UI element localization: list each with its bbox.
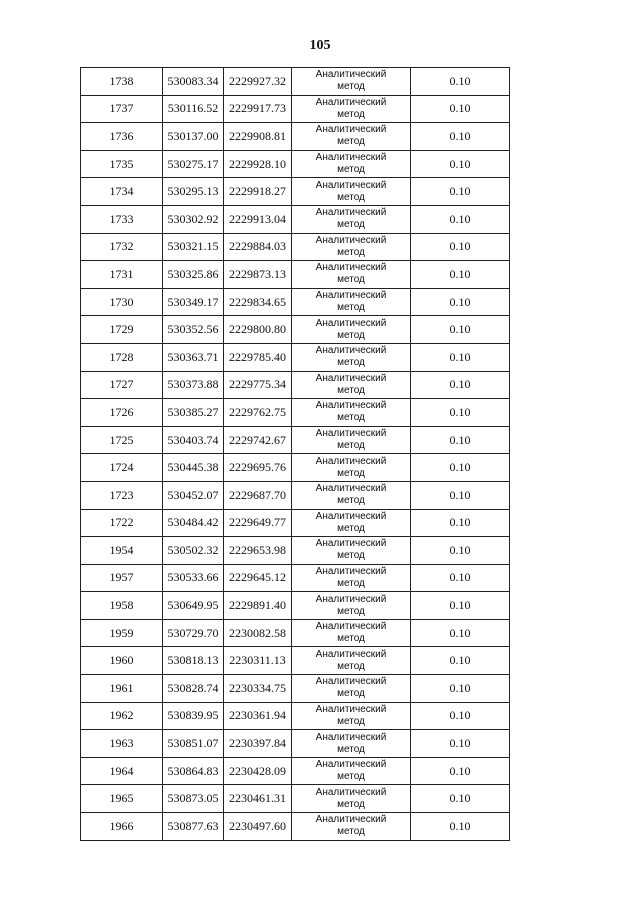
y-coordinate-cell: 2229834.65 [224, 288, 292, 316]
accuracy-cell: 0.10 [411, 261, 510, 289]
x-coordinate-cell: 530083.34 [163, 68, 224, 96]
accuracy-cell: 0.10 [411, 68, 510, 96]
y-coordinate-cell: 2229762.75 [224, 399, 292, 427]
y-coordinate-cell: 2229913.04 [224, 205, 292, 233]
table-row [81, 426, 510, 454]
accuracy-cell: 0.10 [411, 509, 510, 537]
x-coordinate-cell: 530116.52 [163, 95, 224, 123]
method-label-line2: метод [337, 246, 365, 258]
method-label-line1: Аналитический [315, 234, 387, 246]
method-label-line2: метод [337, 495, 365, 507]
point-number-cell: 1957 [81, 564, 163, 592]
accuracy-cell: 0.10 [411, 343, 510, 371]
point-number-cell: 1731 [81, 261, 163, 289]
table-row [81, 813, 510, 841]
y-coordinate-cell: 2229687.70 [224, 481, 292, 509]
accuracy-cell: 0.10 [411, 205, 510, 233]
method-cell [292, 675, 411, 703]
method-cell [292, 399, 411, 427]
x-coordinate-cell: 530295.13 [163, 178, 224, 206]
y-coordinate-cell: 2230497.60 [224, 813, 292, 841]
x-coordinate-cell: 530873.05 [163, 785, 224, 813]
method-label-line1: Аналитический [315, 538, 387, 550]
point-number-cell: 1728 [81, 343, 163, 371]
table-row [81, 343, 510, 371]
method-cell [292, 150, 411, 178]
method-label-line2: метод [337, 108, 365, 120]
point-number-cell: 1960 [81, 647, 163, 675]
method-cell [292, 178, 411, 206]
method-label-line1: Аналитический [315, 428, 387, 440]
method-cell [292, 757, 411, 785]
method-label-line1: Аналитический [315, 317, 387, 329]
x-coordinate-cell: 530445.38 [163, 454, 224, 482]
point-number-cell: 1723 [81, 481, 163, 509]
point-number-cell: 1964 [81, 757, 163, 785]
method-label-line2: метод [337, 136, 365, 148]
method-label-line2: метод [337, 164, 365, 176]
accuracy-cell: 0.10 [411, 288, 510, 316]
method-label-line2: метод [337, 660, 365, 672]
method-label-line2: метод [337, 81, 365, 93]
x-coordinate-cell: 530363.71 [163, 343, 224, 371]
y-coordinate-cell: 2229653.98 [224, 537, 292, 565]
coordinates-table [80, 67, 510, 841]
accuracy-cell: 0.10 [411, 316, 510, 344]
accuracy-cell: 0.10 [411, 150, 510, 178]
x-coordinate-cell: 530321.15 [163, 233, 224, 261]
point-number-cell: 1725 [81, 426, 163, 454]
y-coordinate-cell: 2230334.75 [224, 675, 292, 703]
method-cell [292, 454, 411, 482]
accuracy-cell: 0.10 [411, 702, 510, 730]
method-label-line1: Аналитический [315, 179, 387, 191]
point-number-cell: 1736 [81, 123, 163, 151]
point-number-cell: 1730 [81, 288, 163, 316]
point-number-cell: 1724 [81, 454, 163, 482]
table-row [81, 261, 510, 289]
y-coordinate-cell: 2230461.31 [224, 785, 292, 813]
point-number-cell: 1729 [81, 316, 163, 344]
point-number-cell: 1733 [81, 205, 163, 233]
method-cell [292, 730, 411, 758]
x-coordinate-cell: 530403.74 [163, 426, 224, 454]
accuracy-cell: 0.10 [411, 730, 510, 758]
method-cell [292, 647, 411, 675]
point-number-cell: 1961 [81, 675, 163, 703]
method-label-line2: метод [337, 798, 365, 810]
y-coordinate-cell: 2229908.81 [224, 123, 292, 151]
point-number-cell: 1732 [81, 233, 163, 261]
y-coordinate-cell: 2230397.84 [224, 730, 292, 758]
method-cell [292, 564, 411, 592]
accuracy-cell: 0.10 [411, 178, 510, 206]
x-coordinate-cell: 530828.74 [163, 675, 224, 703]
point-number-cell: 1727 [81, 371, 163, 399]
y-coordinate-cell: 2229927.32 [224, 68, 292, 96]
table-row [81, 785, 510, 813]
y-coordinate-cell: 2229695.76 [224, 454, 292, 482]
method-cell [292, 426, 411, 454]
x-coordinate-cell: 530877.63 [163, 813, 224, 841]
y-coordinate-cell: 2229891.40 [224, 592, 292, 620]
method-label-line1: Аналитический [315, 621, 387, 633]
y-coordinate-cell: 2229873.13 [224, 261, 292, 289]
method-label-line2: метод [337, 522, 365, 534]
x-coordinate-cell: 530649.95 [163, 592, 224, 620]
y-coordinate-cell: 2229775.34 [224, 371, 292, 399]
method-label-line1: Аналитический [315, 372, 387, 384]
table-row [81, 537, 510, 565]
table-row [81, 481, 510, 509]
accuracy-cell: 0.10 [411, 813, 510, 841]
method-label-line1: Аналитический [315, 510, 387, 522]
table-row [81, 647, 510, 675]
x-coordinate-cell: 530818.13 [163, 647, 224, 675]
y-coordinate-cell: 2229649.77 [224, 509, 292, 537]
table-row [81, 178, 510, 206]
method-label-line2: метод [337, 274, 365, 286]
y-coordinate-cell: 2229918.27 [224, 178, 292, 206]
table-row [81, 675, 510, 703]
table-row [81, 95, 510, 123]
point-number-cell: 1738 [81, 68, 163, 96]
method-label-line2: метод [337, 329, 365, 341]
point-number-cell: 1737 [81, 95, 163, 123]
accuracy-cell: 0.10 [411, 757, 510, 785]
method-label-line2: метод [337, 688, 365, 700]
method-cell [292, 371, 411, 399]
table-row [81, 371, 510, 399]
method-label-line1: Аналитический [315, 676, 387, 688]
x-coordinate-cell: 530533.66 [163, 564, 224, 592]
method-label-line2: метод [337, 302, 365, 314]
method-cell [292, 537, 411, 565]
y-coordinate-cell: 2229742.67 [224, 426, 292, 454]
table-row [81, 150, 510, 178]
x-coordinate-cell: 530851.07 [163, 730, 224, 758]
accuracy-cell: 0.10 [411, 454, 510, 482]
table-row [81, 233, 510, 261]
accuracy-cell: 0.10 [411, 95, 510, 123]
method-label-line2: метод [337, 826, 365, 838]
table-row [81, 730, 510, 758]
method-label-line1: Аналитический [315, 759, 387, 771]
method-label-line2: метод [337, 191, 365, 203]
y-coordinate-cell: 2229928.10 [224, 150, 292, 178]
method-label-line2: метод [337, 357, 365, 369]
y-coordinate-cell: 2230361.94 [224, 702, 292, 730]
point-number-cell: 1726 [81, 399, 163, 427]
table-row [81, 757, 510, 785]
method-label-line2: метод [337, 771, 365, 783]
x-coordinate-cell: 530302.92 [163, 205, 224, 233]
table-row [81, 619, 510, 647]
accuracy-cell: 0.10 [411, 675, 510, 703]
accuracy-cell: 0.10 [411, 123, 510, 151]
point-number-cell: 1962 [81, 702, 163, 730]
method-label-line1: Аналитический [315, 786, 387, 798]
accuracy-cell: 0.10 [411, 592, 510, 620]
method-label-line1: Аналитический [315, 96, 387, 108]
method-cell [292, 316, 411, 344]
accuracy-cell: 0.10 [411, 233, 510, 261]
y-coordinate-cell: 2229785.40 [224, 343, 292, 371]
method-label-line2: метод [337, 219, 365, 231]
method-label-line1: Аналитический [315, 565, 387, 577]
table-row [81, 205, 510, 233]
method-label-line2: метод [337, 412, 365, 424]
y-coordinate-cell: 2229884.03 [224, 233, 292, 261]
method-cell [292, 592, 411, 620]
method-cell [292, 233, 411, 261]
point-number-cell: 1965 [81, 785, 163, 813]
point-number-cell: 1722 [81, 509, 163, 537]
table-row [81, 454, 510, 482]
method-label-line1: Аналитический [315, 69, 387, 81]
accuracy-cell: 0.10 [411, 647, 510, 675]
method-cell [292, 288, 411, 316]
method-label-line1: Аналитический [315, 814, 387, 826]
x-coordinate-cell: 530729.70 [163, 619, 224, 647]
x-coordinate-cell: 530137.00 [163, 123, 224, 151]
method-label-line2: метод [337, 440, 365, 452]
method-label-line1: Аналитический [315, 648, 387, 660]
method-label-line1: Аналитический [315, 345, 387, 357]
y-coordinate-cell: 2229917.73 [224, 95, 292, 123]
method-cell [292, 785, 411, 813]
method-label-line2: метод [337, 467, 365, 479]
x-coordinate-cell: 530839.95 [163, 702, 224, 730]
x-coordinate-cell: 530385.27 [163, 399, 224, 427]
accuracy-cell: 0.10 [411, 481, 510, 509]
y-coordinate-cell: 2230311.13 [224, 647, 292, 675]
table-row [81, 592, 510, 620]
method-label-line1: Аналитический [315, 207, 387, 219]
table-row [81, 399, 510, 427]
accuracy-cell: 0.10 [411, 537, 510, 565]
method-label-line1: Аналитический [315, 262, 387, 274]
page-number: 105 [309, 38, 331, 53]
accuracy-cell: 0.10 [411, 564, 510, 592]
point-number-cell: 1966 [81, 813, 163, 841]
method-label-line1: Аналитический [315, 124, 387, 136]
method-label-line2: метод [337, 384, 365, 396]
method-cell [292, 261, 411, 289]
table-row [81, 509, 510, 537]
method-cell [292, 343, 411, 371]
x-coordinate-cell: 530325.86 [163, 261, 224, 289]
point-number-cell: 1958 [81, 592, 163, 620]
accuracy-cell: 0.10 [411, 426, 510, 454]
point-number-cell: 1954 [81, 537, 163, 565]
method-cell [292, 205, 411, 233]
x-coordinate-cell: 530502.32 [163, 537, 224, 565]
point-number-cell: 1735 [81, 150, 163, 178]
table-row [81, 316, 510, 344]
coordinates-table-body [81, 68, 510, 841]
method-label-line1: Аналитический [315, 731, 387, 743]
x-coordinate-cell: 530373.88 [163, 371, 224, 399]
table-row [81, 288, 510, 316]
method-cell [292, 95, 411, 123]
method-label-line2: метод [337, 633, 365, 645]
point-number-cell: 1959 [81, 619, 163, 647]
method-label-line1: Аналитический [315, 290, 387, 302]
method-label-line1: Аналитический [315, 483, 387, 495]
method-cell [292, 509, 411, 537]
method-label-line1: Аналитический [315, 152, 387, 164]
accuracy-cell: 0.10 [411, 785, 510, 813]
method-cell [292, 68, 411, 96]
method-cell [292, 481, 411, 509]
accuracy-cell: 0.10 [411, 619, 510, 647]
table-row [81, 68, 510, 96]
accuracy-cell: 0.10 [411, 399, 510, 427]
method-cell [292, 123, 411, 151]
method-label-line2: метод [337, 743, 365, 755]
x-coordinate-cell: 530349.17 [163, 288, 224, 316]
method-label-line2: метод [337, 550, 365, 562]
method-label-line2: метод [337, 605, 365, 617]
point-number-cell: 1734 [81, 178, 163, 206]
x-coordinate-cell: 530275.17 [163, 150, 224, 178]
y-coordinate-cell: 2229645.12 [224, 564, 292, 592]
method-label-line2: метод [337, 715, 365, 727]
point-number-cell: 1963 [81, 730, 163, 758]
accuracy-cell: 0.10 [411, 371, 510, 399]
y-coordinate-cell: 2230082.58 [224, 619, 292, 647]
method-label-line2: метод [337, 577, 365, 589]
x-coordinate-cell: 530484.42 [163, 509, 224, 537]
method-cell [292, 813, 411, 841]
table-row [81, 564, 510, 592]
method-label-line1: Аналитический [315, 703, 387, 715]
x-coordinate-cell: 530452.07 [163, 481, 224, 509]
method-label-line1: Аналитический [315, 400, 387, 412]
y-coordinate-cell: 2230428.09 [224, 757, 292, 785]
method-cell [292, 619, 411, 647]
table-row [81, 123, 510, 151]
y-coordinate-cell: 2229800.80 [224, 316, 292, 344]
method-cell [292, 702, 411, 730]
x-coordinate-cell: 530864.83 [163, 757, 224, 785]
method-label-line1: Аналитический [315, 455, 387, 467]
table-row [81, 702, 510, 730]
x-coordinate-cell: 530352.56 [163, 316, 224, 344]
method-label-line1: Аналитический [315, 593, 387, 605]
